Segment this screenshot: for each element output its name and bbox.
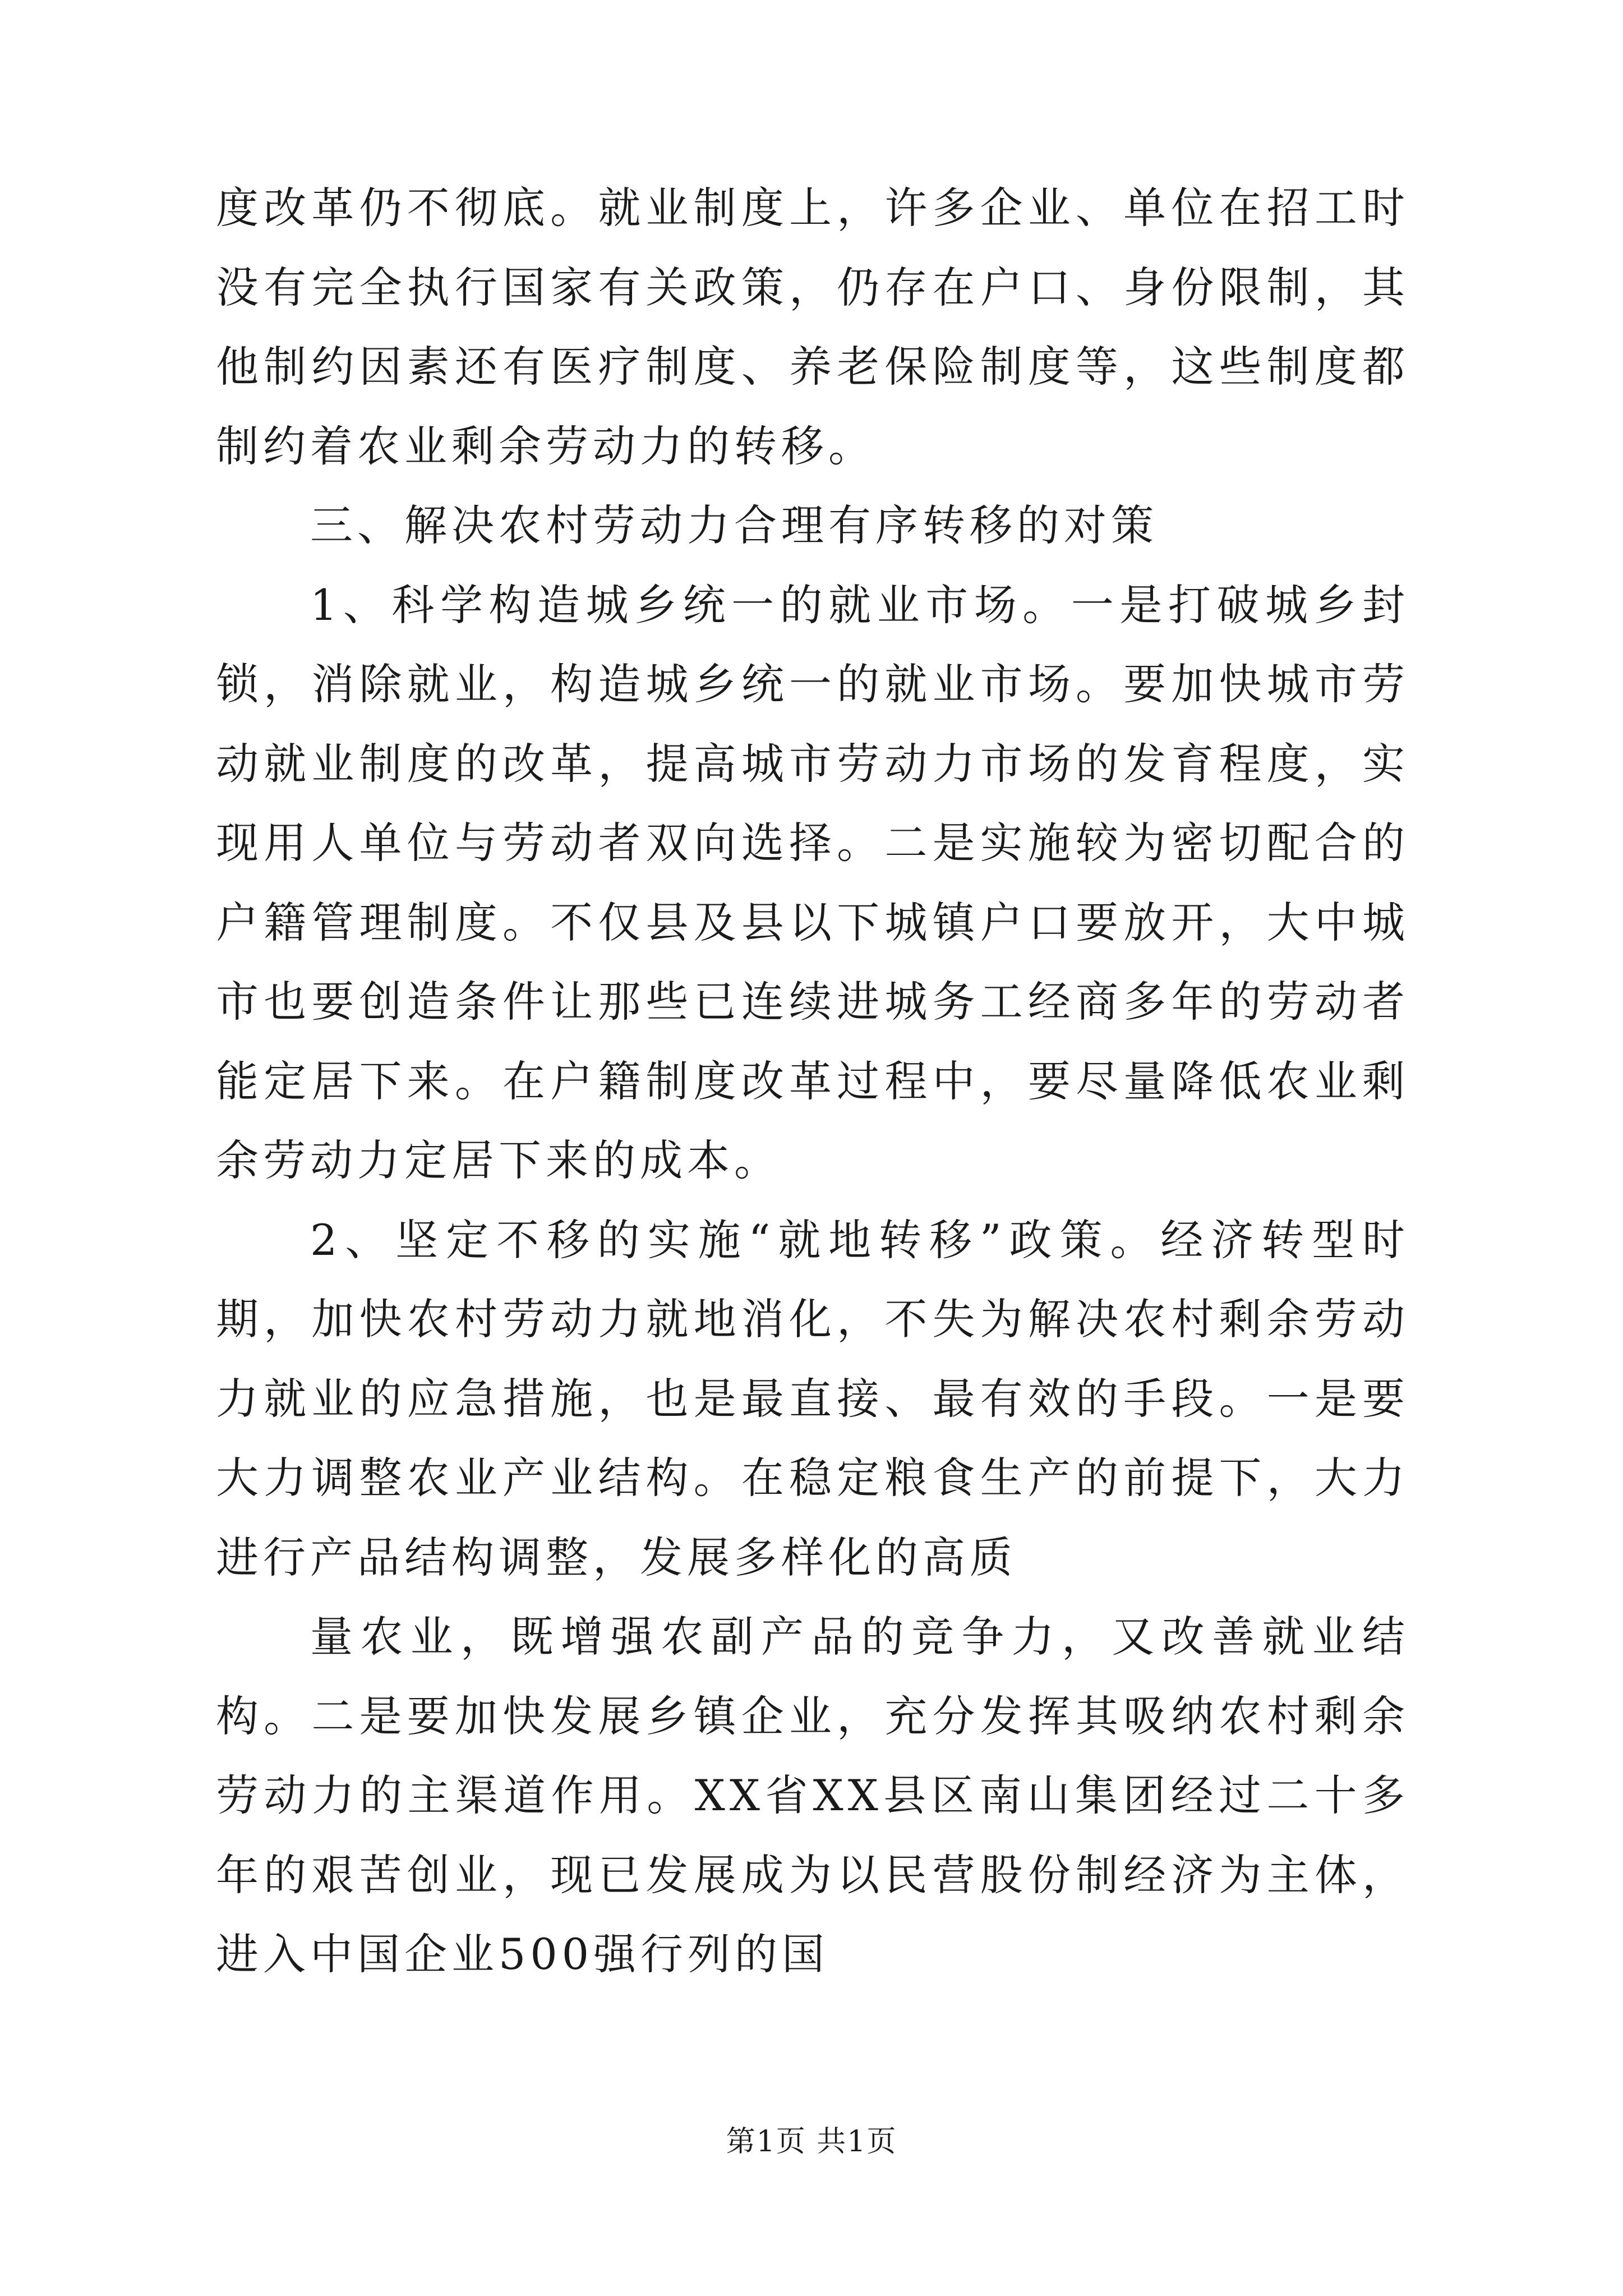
page-footer: 第1页 共1页 xyxy=(726,2125,897,2159)
paragraph-2: 1、科学构造城乡统一的就业市场。一是打破城乡封锁，消除就业，构造城乡统一的就业市场。要加快城市劳动就业制度的改革，提高城市劳动力市场的发育程度，实现用人单位与劳动者双向选择。二是实施较为密切配合的户籍管理制度。不仅县及县以下城镇户口要放开，大中城市也要创造条件让那些已连续进城务工经商多年的劳动者能定居下来。在户籍制度改革过程中，要尽量降低农业剩余劳动力定居下来的成本。 xyxy=(216,579,1409,1185)
document-body xyxy=(216,168,1409,1994)
paragraph-1: 度改革仍不彻底。就业制度上，许多企业、单位在招工时没有完全执行国家有关政策，仍存在户口、身份限制，其他制约因素还有医疗制度、养老保险制度等，这些制度都制约着农业剩余劳动力的转移。 xyxy=(216,183,1409,471)
paragraph-3: 2、坚定不移的实施“就地转移”政策。经济转型时期，加快农村劳动力就地消化，不失为解决农村剩余劳动力就业的应急措施，也是最直接、最有效的手段。一是要大力调整农业产业结构。在稳定粮食生产的前提下，大力进行产品结构调整，发展多样化的高质 xyxy=(216,1214,1409,1582)
paragraph-4: 量农业，既增强农副产品的竞争力，又改善就业结构。二是要加快发展乡镇企业，充分发挥其吸纳农村剩余劳动力的主渠道作用。XX省XX县区南山集团经过二十多年的艰苦创业，现已发展成为以民营股份制经济为主体，进入中国企业500强行列的国 xyxy=(216,1612,1409,1979)
section-heading: 三、解决农村劳动力合理有序转移的对策 xyxy=(310,500,1158,550)
